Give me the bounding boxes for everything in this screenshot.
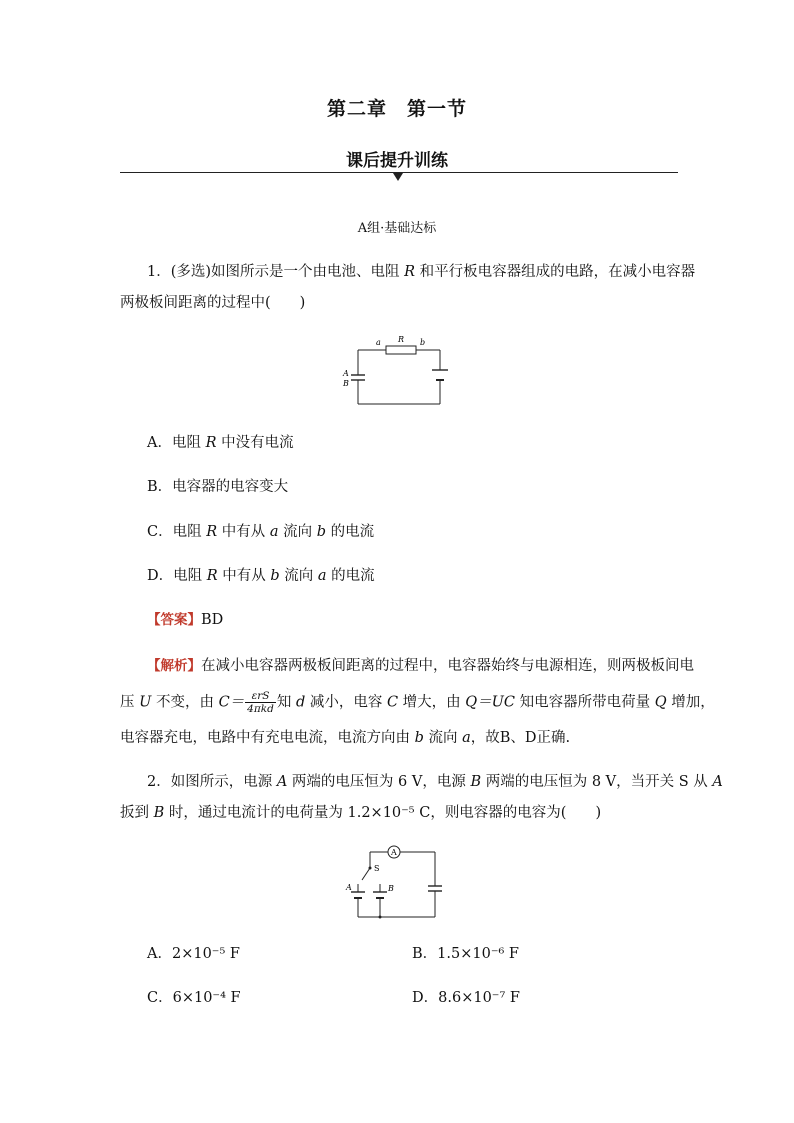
q2-label-A: A xyxy=(346,883,352,892)
rule-marker-triangle xyxy=(393,173,403,181)
q2-option-b: B．1.5×10⁻⁶ F xyxy=(412,946,519,962)
q2-option-a: A．2×10⁻⁵ F xyxy=(147,946,240,962)
q1-label-R: R xyxy=(398,335,405,344)
q2-stem-line1: 2．如图所示，电源 A 两端的电压恒为 6 V，电源 B 两端的电压恒为 8 V，当开关 S 从 A xyxy=(147,774,723,790)
answer-value: BD xyxy=(201,612,224,628)
answer-tag: 【答案】 xyxy=(147,612,201,628)
q1-analysis-line3: 电容器充电，电路中有充电电流，电流方向由 b 流向 a，故B、D正确. xyxy=(120,730,571,746)
q1-label-a: a xyxy=(376,338,381,347)
q1-label-B: B xyxy=(343,379,349,388)
q1-label-b: b xyxy=(420,338,426,347)
analysis-tag: 【解析】 xyxy=(147,658,201,674)
group-title: A组·基础达标 xyxy=(357,221,437,236)
q2-stem-line2: 扳到 B 时，通过电流计的电荷量为 1.2×10⁻⁵ C，则电容器的电容为( ) xyxy=(120,805,602,821)
chapter-title: 第二章 第一节 xyxy=(326,98,467,120)
q2-circuit-diagram xyxy=(340,840,445,925)
q1-label-A: A xyxy=(343,369,349,378)
q1-option-a: A．电阻 R 中没有电流 xyxy=(147,435,294,451)
q1-stem-line1: 1．(多选)如图所示是一个由电池、电阻 R 和平行板电容器组成的电路，在减小电容器 xyxy=(147,264,696,280)
q1-analysis-line2: 压 U 不变，由 C＝ $\frac{\text{εrS}}{\text{4πkd}}$ 知 d 减小，电容 C 增大，由 Q＝UC 知电容器所带电荷量 Q 增加， xyxy=(120,690,715,715)
q1-answer xyxy=(147,610,223,630)
q1-analysis-line1: 【解析】在减小电容器两极板间距离的过程中，电容器始终与电源相连，则两极板间电 xyxy=(147,658,694,674)
q1-circuit-diagram xyxy=(340,330,452,410)
q1-option-b: B．电容器的电容变大 xyxy=(147,479,289,495)
q1-option-c: C．电阻 R 中有从 a 流向 b 的电流 xyxy=(147,524,375,540)
q1-option-d: D．电阻 R 中有从 b 流向 a 的电流 xyxy=(147,568,375,584)
q1-stem-line2: 两极板间距离的过程中( ) xyxy=(120,295,306,311)
q2-option-d: D．8.6×10⁻⁷ F xyxy=(412,990,520,1006)
q2-option-c: C．6×10⁻⁴ F xyxy=(147,990,241,1006)
q2-label-B: B xyxy=(388,884,394,893)
ammeter-label: A xyxy=(391,848,397,857)
q2-label-S: S xyxy=(374,864,380,873)
section-title: 课后提升训练 xyxy=(346,151,448,171)
capacitance-fraction: $\frac{\text{εrS}}{\text{4πkd}}$ xyxy=(247,690,274,715)
